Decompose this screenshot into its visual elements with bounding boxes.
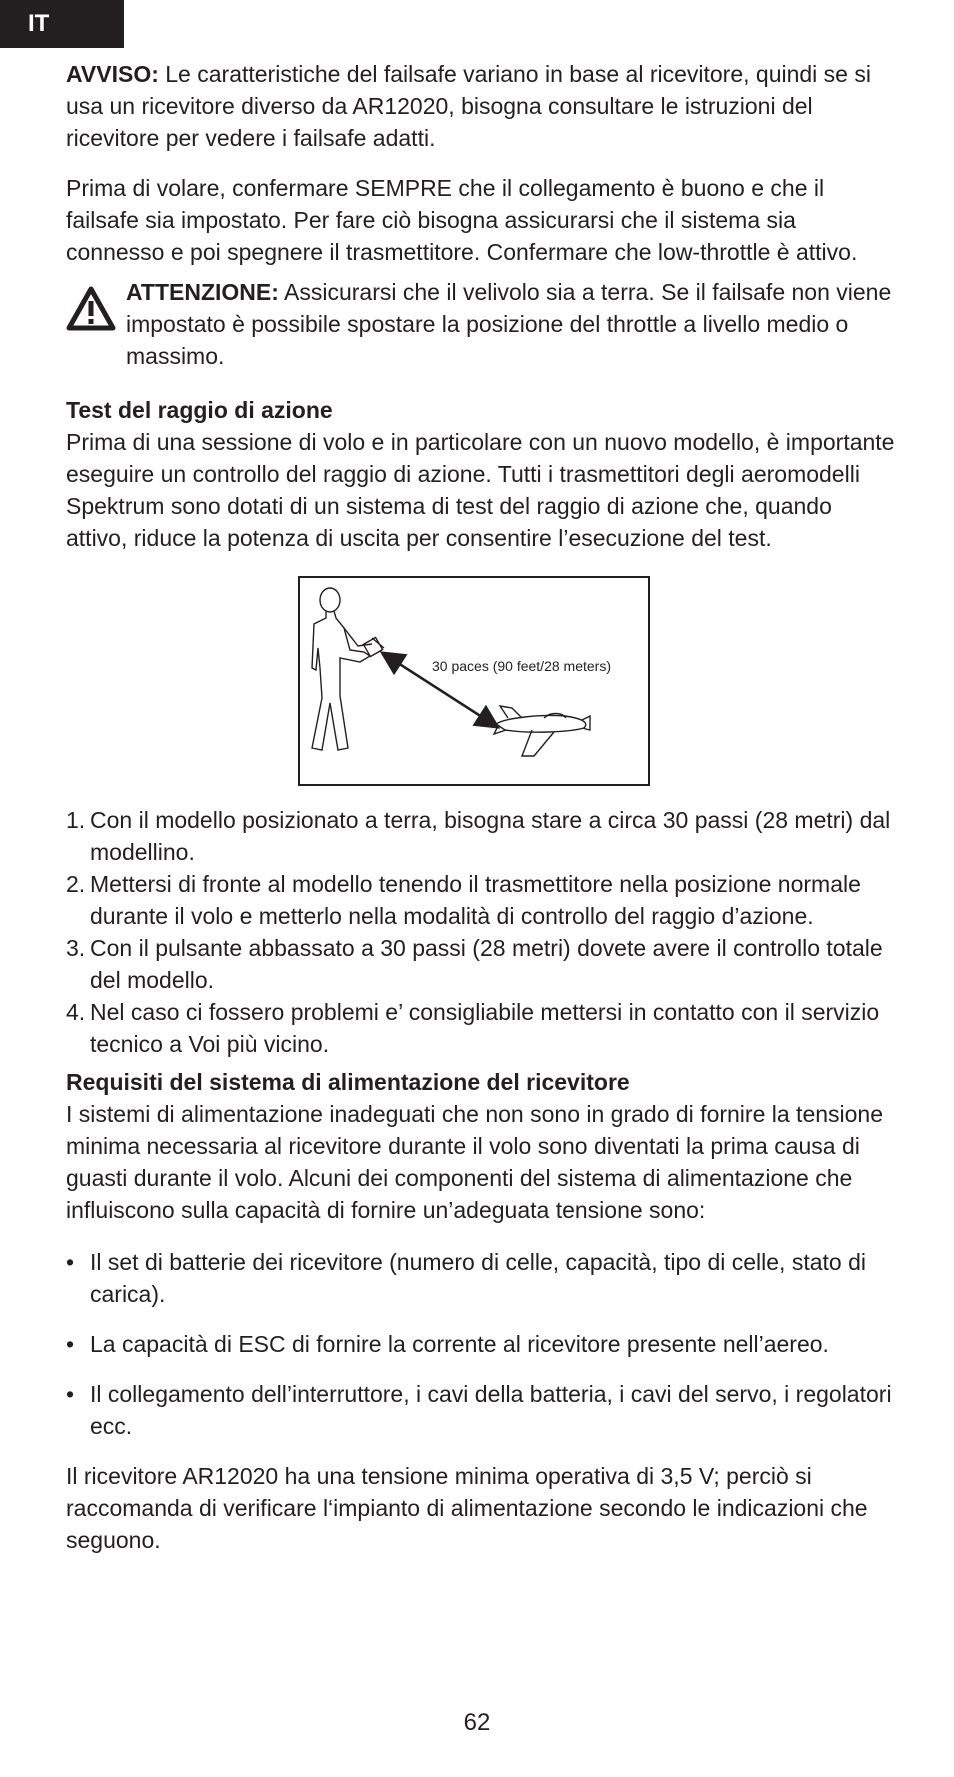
caution-text: Assicurarsi che il velivolo sia a terra. Se il failsafe non viene impostato è possibile spostare la posizione del throttle a livello medio o massimo.	[126, 279, 892, 369]
bullet-text: Il set di batterie dei ricevitore (numero di celle, capacità, tipo di celle, stato di carica).	[90, 1249, 866, 1307]
step-text: Con il modello posizionato a terra, bisogna stare a circa 30 passi (28 metri) dal modellino.	[90, 807, 891, 865]
step-number: 1.	[66, 807, 86, 833]
step-number: 3.	[66, 935, 86, 961]
pilot-figure	[312, 588, 384, 750]
step-number: 4.	[66, 999, 86, 1025]
power-requirements-heading: Requisiti del sistema di alimentazione del ricevitore	[66, 1069, 630, 1095]
bullet-text: La capacità di ESC di fornire la corrente al ricevitore presente nell’aereo.	[90, 1331, 829, 1357]
list-item	[66, 996, 896, 1060]
warning-triangle-icon	[66, 276, 126, 340]
page-content	[66, 58, 896, 1556]
bullet-icon: •	[66, 1381, 75, 1407]
range-test-body: Prima di una sessione di volo e in particolare con un nuovo modello, è importante eseguire un controllo del raggio di azione. Tutti i trasmettitori degli aeromodelli Spektrum sono dotati di un sistema di test del raggio di azione che, quando attivo, riduce la potenza di uscita per consentire l’esecuzione del test.	[66, 429, 895, 551]
list-item	[66, 868, 896, 932]
caution-text-block	[126, 276, 896, 372]
bullet-text: Il collegamento dell’interruttore, i cavi della batteria, i cavi del servo, i regolatori ecc.	[90, 1381, 892, 1439]
step-text: Mettersi di fronte al modello tenendo il trasmettitore nella posizione normale durante il volo e metterlo nella modalità di controllo del raggio d’azione.	[90, 871, 861, 929]
caution-label: ATTENZIONE:	[126, 279, 279, 305]
page-number: 62	[463, 1709, 491, 1736]
range-test-heading: Test del raggio di azione	[66, 397, 333, 423]
bullet-icon: •	[66, 1331, 75, 1357]
range-test-steps	[66, 804, 896, 1060]
notice-text: Le caratteristiche del failsafe variano in base al ricevitore, quindi se si usa un ricevitore diverso da AR12020, bisogna consultare le istruzioni del ricevitore per vedere i failsafe adatti.	[66, 61, 871, 151]
notice-paragraph	[66, 58, 896, 154]
list-item	[66, 1246, 896, 1310]
list-item	[66, 932, 896, 996]
closing-paragraph: Il ricevitore AR12020 ha una tensione minima operativa di 3,5 V; perciò si raccomanda di verificare l‘impianto di alimentazione secondo le indicazioni che seguono.	[66, 1463, 868, 1553]
bullet-icon: •	[66, 1249, 75, 1275]
range-test-figure	[298, 576, 650, 786]
power-requirements-body: I sistemi di alimentazione inadeguati che non sono in grado di fornire la tensione minima necessaria al ricevitore durante il volo sono diventati la prima causa di guasti durante il volo. Alcuni dei componenti del sistema di alimentazione che influiscono sulla capacità di fornire un’adeguata tensione sono:	[66, 1101, 884, 1223]
notice-label: AVVISO:	[66, 61, 159, 87]
airplane-figure	[494, 706, 590, 756]
list-item	[66, 804, 896, 868]
list-item	[66, 1378, 896, 1442]
caution-block	[66, 276, 896, 372]
figure-caption: 30 paces (90 feet/28 meters)	[432, 658, 611, 674]
list-item	[66, 1328, 896, 1360]
step-text: Con il pulsante abbassato a 30 passi (28 metri) dovete avere il controllo totale del modello.	[90, 935, 883, 993]
language-tab: IT	[0, 0, 124, 48]
step-number: 2.	[66, 871, 86, 897]
power-components-list	[66, 1246, 896, 1442]
step-text: Nel caso ci fossero problemi e’ consigliabile mettersi in contatto con il servizio tecnico a Voi più vicino.	[90, 999, 880, 1057]
range-test-illustration	[300, 578, 648, 784]
intro-paragraph: Prima di volare, confermare SEMPRE che il collegamento è buono e che il failsafe sia impostato. Per fare ciò bisogna assicurarsi che il sistema sia connesso e poi spegnere il trasmettitore. Confermare che low-throttle è attivo.	[66, 175, 858, 265]
